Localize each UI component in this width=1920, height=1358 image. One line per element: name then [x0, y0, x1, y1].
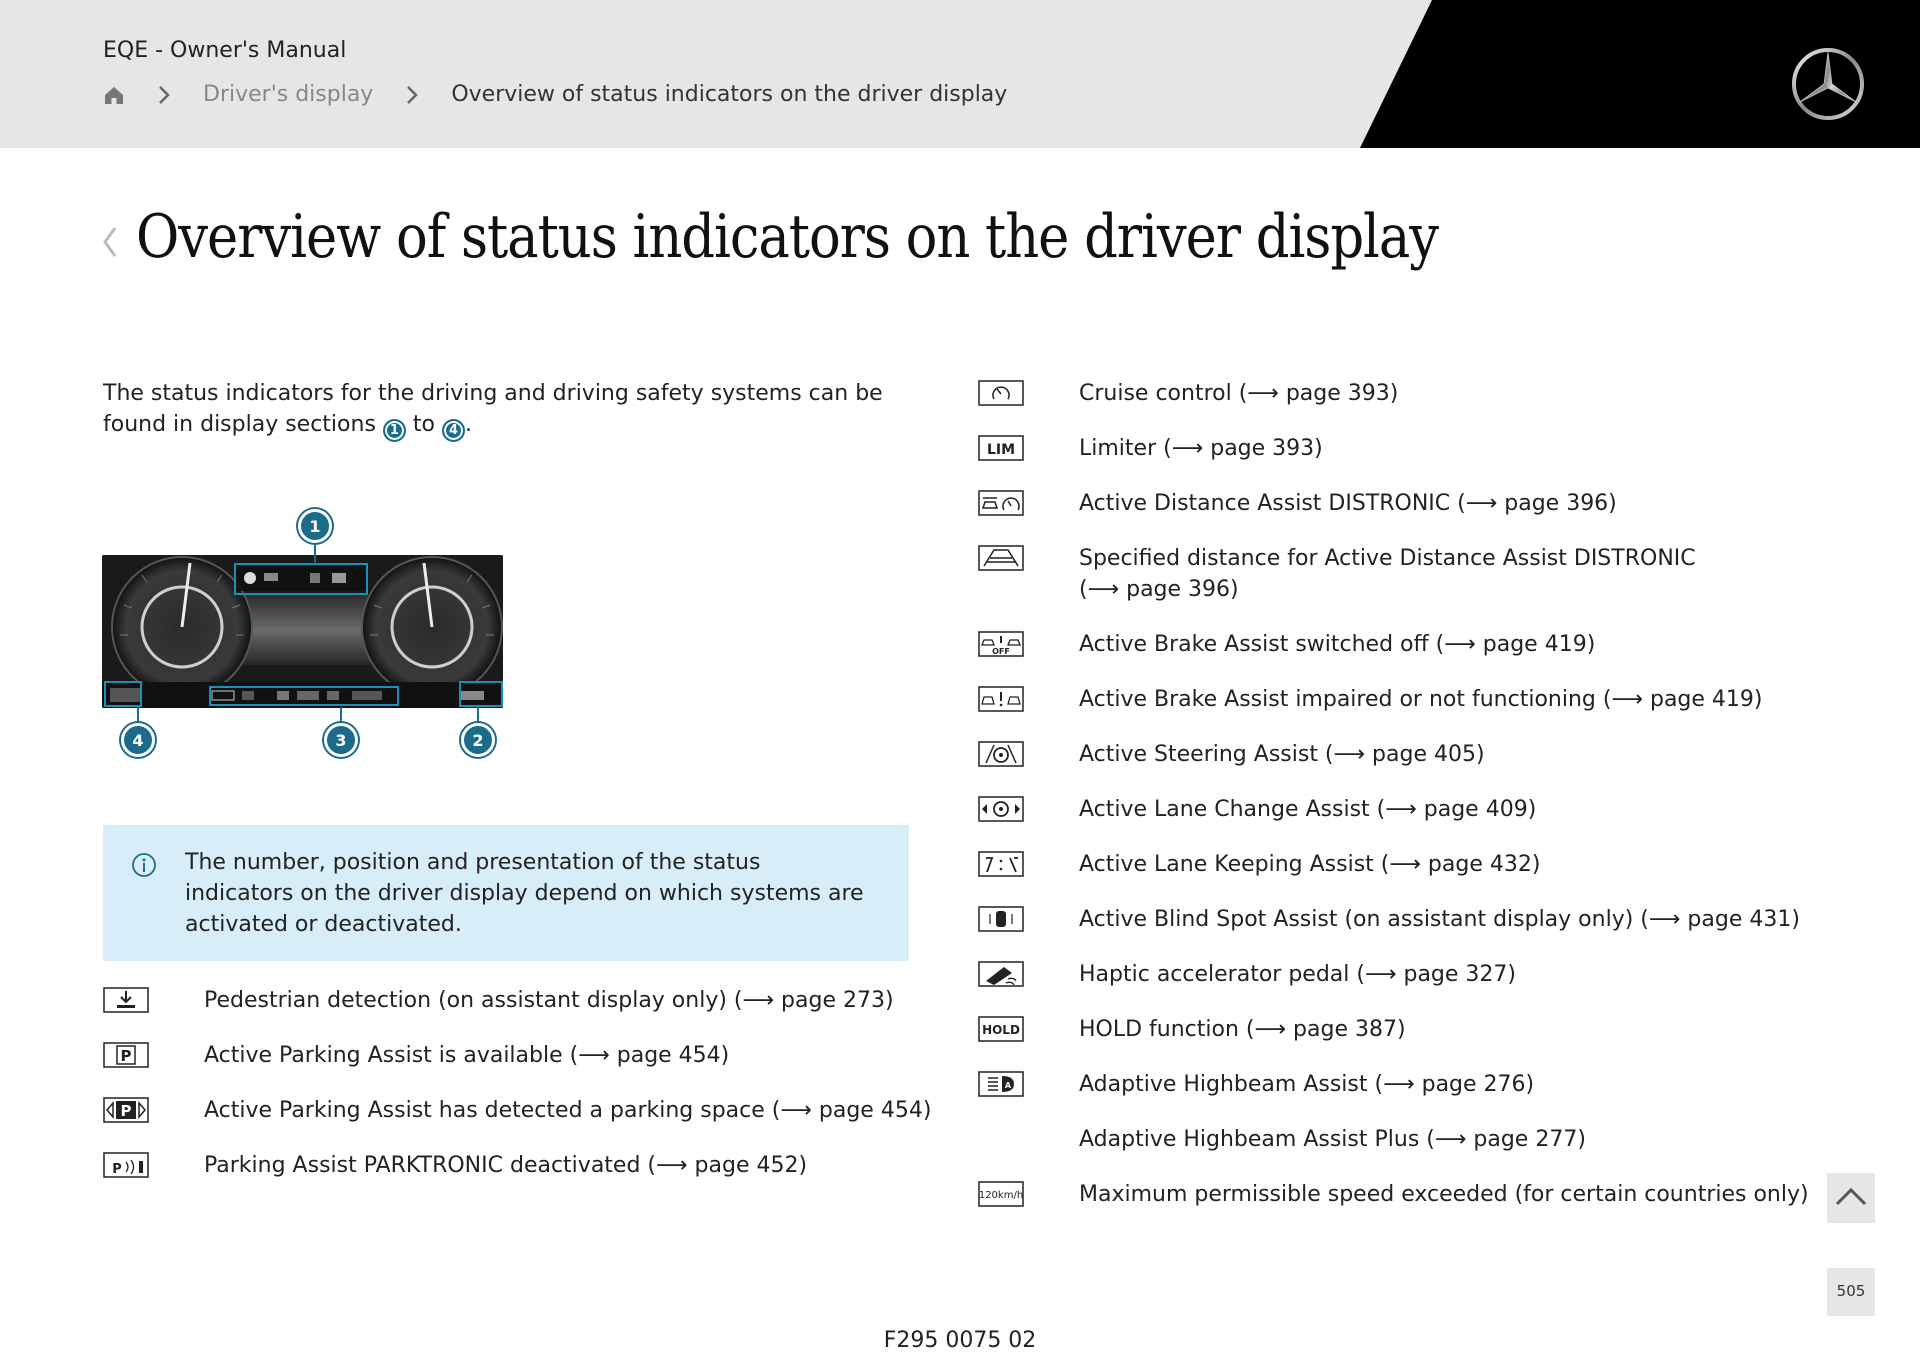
item-text: Specified distance for Active Distance Assist DISTRONIC [1079, 546, 1696, 571]
list-item [978, 1179, 1809, 1209]
callout-1: 1 [298, 509, 332, 543]
list-item [978, 1069, 1798, 1099]
item-text: HOLD function (⟶ page 387) [1079, 1017, 1406, 1042]
list-item [103, 1040, 923, 1070]
list-item [978, 433, 1798, 463]
lane-keeping-icon [978, 851, 1024, 877]
item-text: Limiter (⟶ page 393) [1079, 436, 1323, 461]
item-text: Active Parking Assist has detected a parking space (⟶ page 454) [204, 1098, 932, 1123]
app-title: EQE - Owner's Manual [103, 38, 347, 63]
home-icon[interactable] [103, 84, 125, 106]
brake-assist-impaired-icon [978, 686, 1024, 712]
item-text: Cruise control (⟶ page 393) [1079, 381, 1399, 406]
intro-text: The status indicators for the driving and driving safety systems can be found in display sections [103, 381, 883, 437]
haptic-pedal-icon [978, 961, 1024, 987]
item-text: Parking Assist PARKTRONIC deactivated (⟶ page 452) [204, 1153, 808, 1178]
hold-icon [978, 1016, 1024, 1042]
list-item [978, 739, 1798, 769]
intro-text-end: . [465, 412, 472, 437]
page-title: Overview of status indicators on the driver display [136, 202, 1439, 272]
svg-text:P: P [112, 1162, 122, 1177]
item-text: Active Lane Keeping Assist (⟶ page 432) [1079, 852, 1541, 877]
highbeam-assist-icon [978, 1071, 1024, 1097]
speed-limit-label: 120km/h [978, 1190, 1024, 1201]
breadcrumb-section-link[interactable]: Driver's display [203, 82, 374, 107]
item-text: Haptic accelerator pedal (⟶ page 327) [1079, 962, 1517, 987]
figure-code: F295 0075 02 [883, 1328, 1037, 1353]
list-item [978, 684, 1798, 714]
intro-paragraph [103, 378, 923, 442]
list-item [103, 1095, 932, 1125]
left-indicator-list [103, 985, 932, 1195]
breadcrumb [103, 82, 1007, 107]
item-text: Active Lane Change Assist (⟶ page 409) [1079, 797, 1537, 822]
steering-assist-icon [978, 741, 1024, 767]
pedestrian-detection-icon [103, 987, 149, 1013]
info-icon [131, 852, 157, 878]
list-item [978, 959, 1798, 989]
scroll-to-top-button[interactable] [1827, 1173, 1875, 1223]
item-text: Active Blind Spot Assist (on assistant display only) (⟶ page 431) [1079, 907, 1800, 932]
callout-2: 2 [461, 723, 495, 757]
display-section-3-box [209, 686, 399, 706]
chevron-right-icon [403, 84, 421, 106]
right-indicator-list [978, 378, 1809, 1218]
list-item [978, 849, 1798, 879]
list-item [978, 904, 1798, 934]
lane-change-icon [978, 796, 1024, 822]
limiter-icon-label: LIM [986, 442, 1016, 458]
breadcrumb-current: Overview of status indicators on the driver display [451, 82, 1008, 107]
chevron-up-icon [1827, 1173, 1875, 1223]
list-item [978, 543, 1798, 605]
hold-icon-label: HOLD [982, 1023, 1020, 1037]
list-item [978, 1014, 1798, 1044]
note-text: The number, position and presentation of the status indicators on the driver display depend on which systems are activated or deactivated. [185, 850, 864, 937]
page-number-box [1827, 1268, 1875, 1316]
parking-p-icon [103, 1042, 149, 1068]
item-text-continued: (⟶ page 396) [1079, 577, 1239, 602]
callout-3: 3 [324, 723, 358, 757]
list-item [978, 794, 1798, 824]
page-number: 505 [1836, 1282, 1866, 1300]
specified-distance-icon [978, 545, 1024, 571]
section-badge-1: 1 [383, 419, 406, 442]
cruise-control-icon [978, 380, 1024, 406]
item-text: Active Brake Assist impaired or not functioning (⟶ page 419) [1079, 687, 1763, 712]
intro-text-mid: to [412, 412, 435, 437]
header [0, 0, 1920, 148]
item-text: Pedestrian detection (on assistant display only) (⟶ page 273) [204, 988, 894, 1013]
item-text: Maximum permissible speed exceeded (for certain countries only) [1079, 1182, 1809, 1207]
list-item [978, 378, 1798, 408]
driver-display-figure [102, 505, 507, 760]
display-section-2-box [459, 681, 503, 707]
callout-line-1 [314, 542, 316, 564]
item-text: Adaptive Highbeam Assist (⟶ page 276) [1079, 1072, 1535, 1097]
svg-text:A: A [1004, 1081, 1012, 1090]
list-item [103, 985, 923, 1015]
section-badge-4: 4 [442, 419, 465, 442]
list-item [103, 1150, 923, 1180]
item-text: Active Steering Assist (⟶ page 405) [1079, 742, 1485, 767]
brake-assist-off-icon [978, 631, 1024, 657]
list-item [978, 629, 1798, 659]
svg-text:OFF: OFF [992, 647, 1010, 656]
limiter-icon [978, 435, 1024, 461]
list-item [978, 1124, 1798, 1154]
three-pointed-star-logo [1790, 46, 1866, 122]
speed-limit-exceeded-icon [978, 1181, 1024, 1207]
parking-space-icon [103, 1097, 149, 1123]
svg-text:P: P [120, 1047, 132, 1065]
item-text: Active Distance Assist DISTRONIC (⟶ page 396) [1079, 491, 1617, 516]
back-chevron-icon[interactable] [100, 222, 120, 262]
svg-text:P: P [120, 1102, 132, 1120]
chevron-right-icon [155, 84, 173, 106]
list-item [978, 488, 1798, 518]
info-note [103, 825, 909, 961]
blind-spot-icon [978, 906, 1024, 932]
item-text: Active Parking Assist is available (⟶ page 454) [204, 1043, 730, 1068]
distronic-icon [978, 490, 1024, 516]
parktronic-off-icon [103, 1152, 149, 1178]
display-section-4-box [104, 681, 142, 707]
display-section-1-box [234, 563, 368, 595]
item-text: Adaptive Highbeam Assist Plus (⟶ page 277) [1079, 1127, 1586, 1152]
callout-4: 4 [121, 723, 155, 757]
item-text: Active Brake Assist switched off (⟶ page 419) [1079, 632, 1596, 657]
